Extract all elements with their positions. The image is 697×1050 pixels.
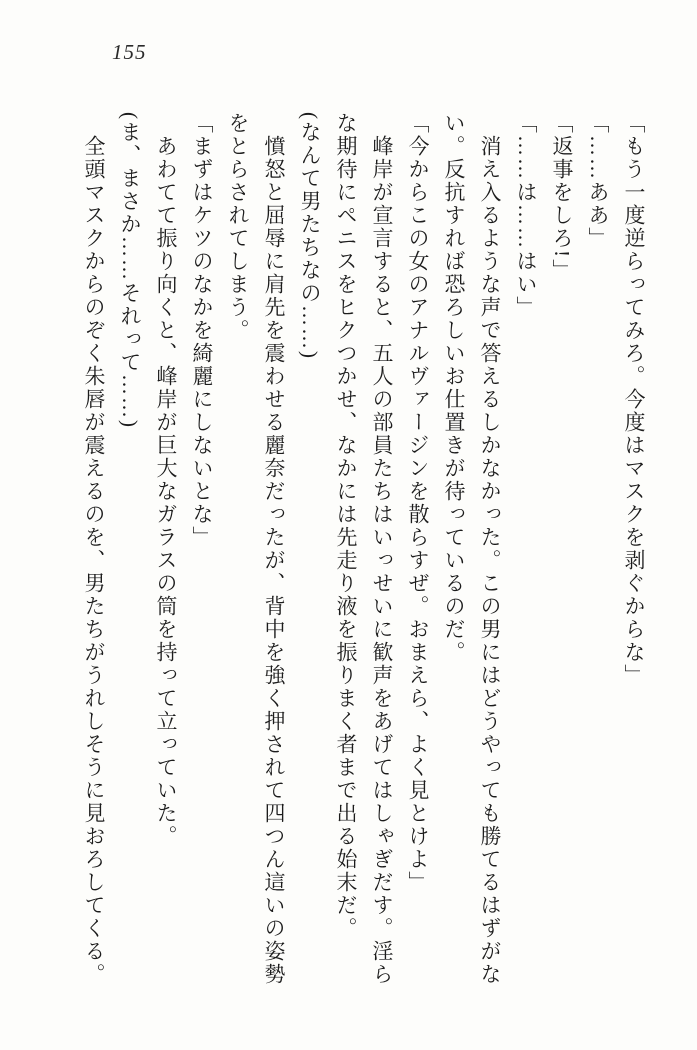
text-line: 全頭マスクからのぞく朱唇が震えるのを、男たちがうれしそうに見おろしてくる。 xyxy=(82,112,106,986)
page-text xyxy=(76,112,652,988)
text-line: をとらされてしまう。 xyxy=(226,112,250,342)
text-line: い。反抗すれば恐ろしいお仕置きが待っているのだ。 xyxy=(442,112,466,664)
text-line: 「返事をしろ!」 xyxy=(550,112,574,282)
text-line: 憤怒と屈辱に肩先を震わせる麗奈だったが、背中を強く押されて四つん這いの姿勢 xyxy=(262,112,286,986)
text-line: 「今からこの女のアナルヴァージンを散らすぜ。おまえら、よく見とけよ」 xyxy=(406,112,430,894)
text-line: (ま、まさか……それって……) xyxy=(118,112,142,429)
text-line: 「……は……はい」 xyxy=(514,112,538,319)
page-number: 155 xyxy=(112,40,147,64)
text-line: な期待にペニスをヒクつかせ、なかには先走り液を振りまく者まで出る始末だ。 xyxy=(334,112,358,940)
text-line: (なんて男たちなの……) xyxy=(298,112,322,360)
text-line: 消え入るような声で答えるしかなかった。この男にはどうやっても勝てるはずがな xyxy=(478,112,502,986)
text-line: 「……ああ」 xyxy=(586,112,610,250)
text-line: あわてて振り向くと、峰岸が巨大なガラスの筒を持って立っていた。 xyxy=(154,112,178,848)
text-line: 「もう一度逆らってみろ。今度はマスクを剥ぐからな」 xyxy=(622,112,646,687)
text-line: 峰岸が宣言すると、五人の部員たちはいっせいに歓声をあげてはしゃぎだす。淫ら xyxy=(370,112,394,986)
text-line: 「まずはケツのなかを綺麗にしないとな」 xyxy=(190,112,214,549)
